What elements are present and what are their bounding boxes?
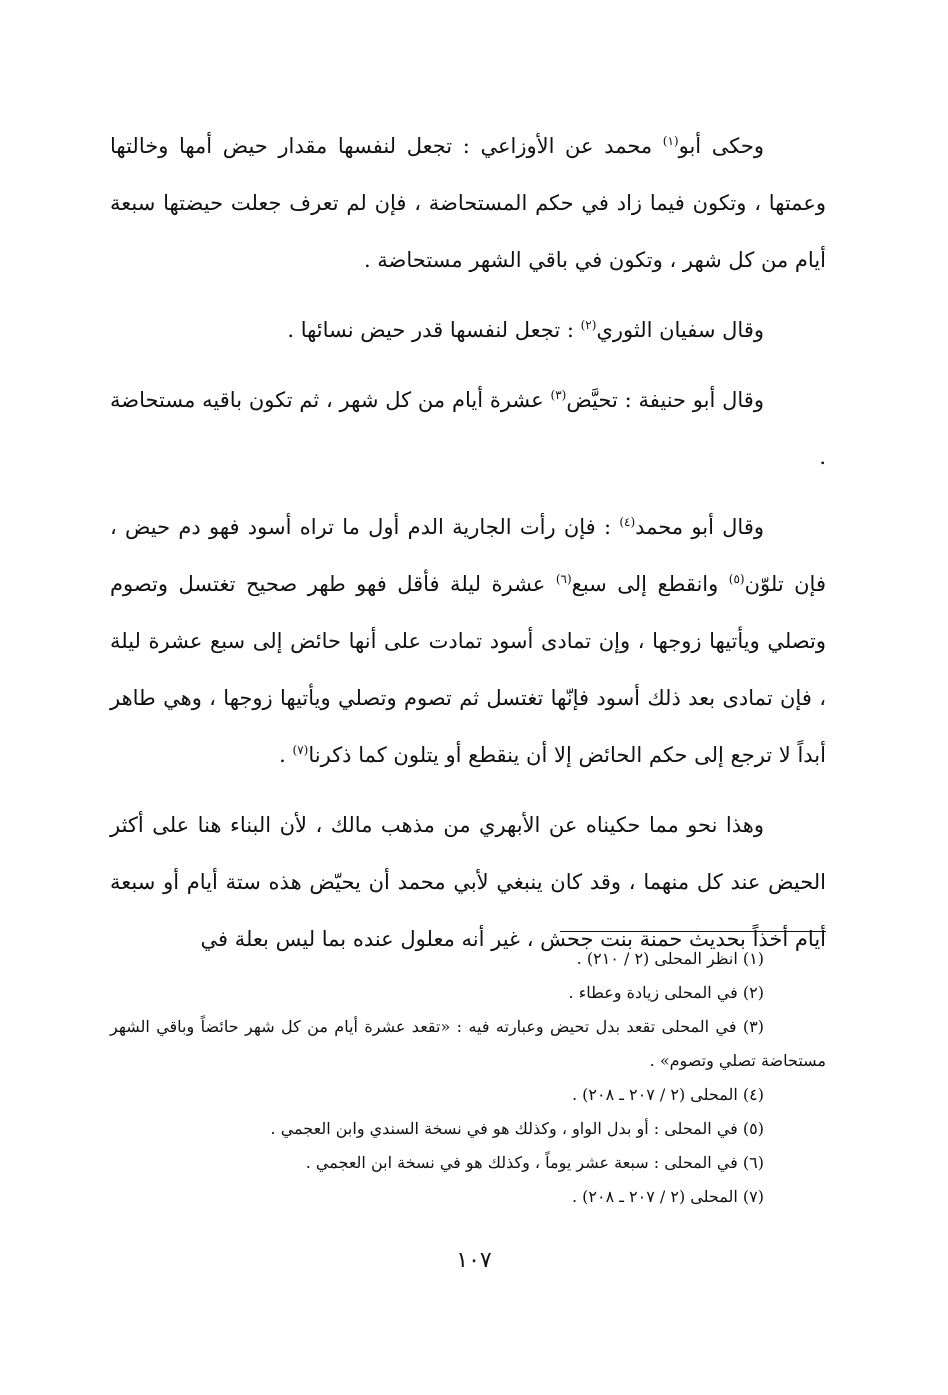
footnote-ref-4[interactable]: (٤) [619, 515, 636, 529]
footnotes-section [110, 942, 826, 1214]
footnote-text: (٢) في المحلى زيادة وعطاء . [568, 983, 764, 1002]
paragraph-abu-muhammad [110, 499, 826, 784]
footnote-text: (٦) في المحلى : سبعة عشر يوماً ، وكذلك هو في نسخة ابن العجمي . [305, 1153, 764, 1172]
footnote-ref-1[interactable]: (١) [662, 134, 679, 148]
footnote-ref-7[interactable]: (٧) [292, 743, 309, 757]
footnote-text: (٤) المحلى (٢ / ٢٠٧ ـ ٢٠٨) . [571, 1085, 764, 1104]
paragraph-text: وقال أبو حنيفة : تحيَّض [566, 388, 764, 412]
footnote-text: (٣) في المحلى تقعد بدل تحيض وعبارته فيه : «تقعد عشرة أيام من كل شهر حائضاً وباقي الشهر مستحاضة تصلي وتصوم» . [110, 1017, 826, 1070]
footnote-2 [110, 976, 826, 1010]
footnote-5 [110, 1112, 826, 1146]
paragraph-text: : تجعل لنفسها قدر حيض نسائها . [287, 318, 581, 342]
footnote-text: (٥) في المحلى : أو بدل الواو ، وكذلك هو في نسخة السندي وابن العجمي . [270, 1119, 764, 1138]
paragraph-abu-hanifa [110, 372, 826, 486]
paragraph-text: : فإن رأت الجارية الدم أول ما تراه أسود فهو دم حيض ، فإن تلوّن [110, 515, 826, 596]
footnote-1 [110, 942, 826, 976]
paragraph-text: . [279, 743, 293, 767]
paragraph-thawri [110, 302, 826, 359]
paragraph-awzai [110, 118, 826, 289]
paragraph-text: وقال أبو محمد [635, 515, 764, 539]
paragraph-text: وانقطع إلى سبع [571, 572, 729, 596]
footnote-6 [110, 1146, 826, 1180]
footnote-separator [560, 931, 826, 932]
paragraph-text: وقال سفيان الثوري [596, 318, 764, 342]
footnote-3 [110, 1010, 826, 1078]
paragraph-text: محمد عن الأوزاعي : تجعل لنفسها مقدار حيض أمها وخالتها وعمتها ، وتكون فيما زاد في حكم المستحاضة ، فإن لم تعرف جعلت حيضتها سبعة أيام من كل شهر ، وتكون في باقي الشهر مستحاضة . [110, 134, 826, 272]
footnote-ref-5[interactable]: (٥) [728, 572, 745, 586]
footnote-ref-2[interactable]: (٢) [580, 318, 597, 332]
footnote-4 [110, 1078, 826, 1112]
footnote-ref-6[interactable]: (٦) [555, 572, 572, 586]
paragraph-text: وهذا نحو مما حكيناه عن الأبهري من مذهب مالك ، لأن البناء هنا على أكثر الحيض عند كل منهما ، وقد كان ينبغي لأبي محمد أن يحيّض هذه ستة أيام أو سبعة أيام أخذاً بحديث حمنة بنت جحش ، غير أنه معلول عنده بما ليس بعلة في [110, 813, 826, 951]
page-number: ١٠٧ [456, 1248, 492, 1273]
paragraph-text: وحكى أبو [678, 134, 764, 158]
footnote-ref-3[interactable]: (٣) [550, 388, 567, 402]
paragraph-text: عشرة ليلة فأقل فهو طهر صحيح تغتسل وتصوم وتصلي ويأتيها زوجها ، وإن تمادى أسود تمادت على أنها حائض إلى سبع عشرة ليلة ، فإن تمادى بعد ذلك أسود فإنّها تغتسل ثم تصوم وتصلي ويأتيها زوجها ، وهي طاهر أبداً لا ترجع إلى حكم الحائض إلا أن ينقطع أو يتلون كما ذكرنا [110, 572, 826, 767]
paragraph-text: عشرة أيام من كل شهر ، ثم تكون باقيه مستحاضة . [110, 388, 826, 469]
footnote-text: (٧) المحلى (٢ / ٢٠٧ ـ ٢٠٨) . [571, 1187, 764, 1206]
main-text [110, 118, 826, 981]
footnote-7 [110, 1180, 826, 1214]
footnote-text: (١) انظر المحلى (٢ / ٢١٠) . [576, 949, 764, 968]
